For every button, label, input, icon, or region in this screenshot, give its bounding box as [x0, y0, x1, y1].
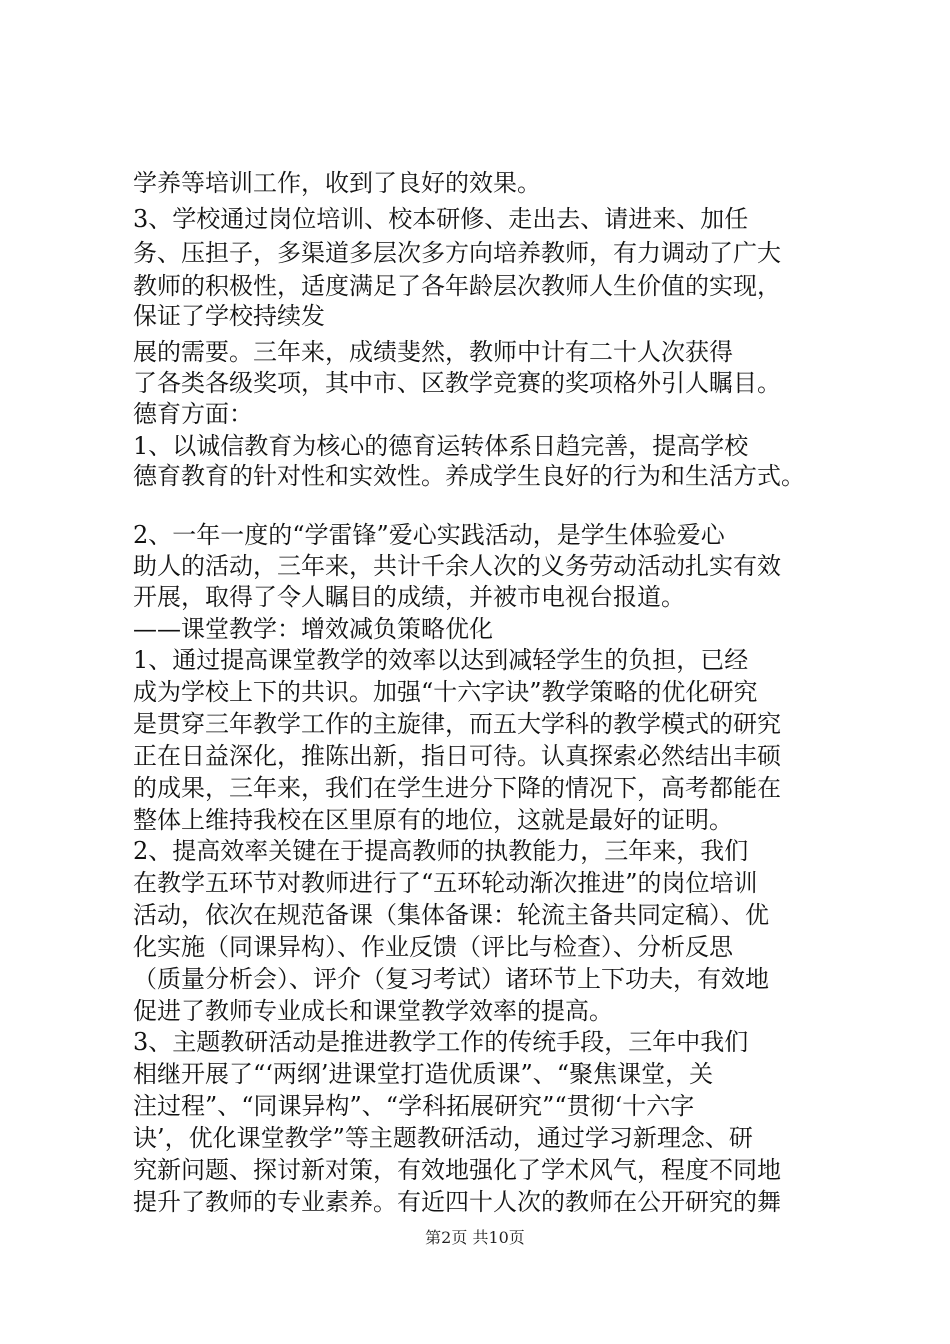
- text-line: 促进了教师专业成长和课堂教学效率的提高。: [133, 997, 613, 1025]
- text-line: 是贯穿三年教学工作的主旋律，而五大学科的教学模式的研究: [133, 710, 781, 738]
- text-line: 了各类各级奖项，其中市、区教学竞赛的奖项格外引人瞩目。: [133, 369, 781, 397]
- text-line: 1、通过提高课堂教学的效率以达到减轻学生的负担，已经: [133, 646, 749, 674]
- text-line: 究新问题、探讨新对策，有效地强化了学术风气，程度不同地: [133, 1156, 781, 1184]
- text-line: 3、学校通过岗位培训、校本研修、走出去、请进来、加任: [133, 205, 749, 233]
- text-line: 保证了学校持续发: [133, 302, 325, 330]
- text-line: 开展，取得了令人瞩目的成绩，并被市电视台报道。: [133, 583, 685, 611]
- text-line: 助人的活动，三年来，共计千余人次的义务劳动活动扎实有效: [133, 552, 781, 580]
- text-line: （质量分析会）、评介（复习考试）诸环节上下功夫，有效地: [133, 965, 769, 993]
- text-line: 德育教育的针对性和实效性。养成学生良好的行为和生活方式。: [133, 462, 805, 490]
- text-line: 学养等培训工作，收到了良好的效果。: [133, 169, 541, 197]
- text-line: 3、主题教研活动是推进教学工作的传统手段，三年中我们: [133, 1028, 749, 1056]
- section-heading: ——课堂教学：增效减负策略优化: [133, 615, 493, 643]
- text-line: 的成果，三年来，我们在学生进分下降的情况下，高考都能在: [133, 774, 781, 802]
- text-line: 展的需要。三年来，成绩斐然，教师中计有二十人次获得: [133, 338, 733, 366]
- page-number: 第2页 共10页: [425, 1228, 525, 1247]
- text-line: 诀’，优化课堂教学”等主题教研活动，通过学习新理念、研: [133, 1124, 753, 1152]
- text-line: 注过程”、“同课异构”、“学科拓展研究”“贯彻‘十六字: [133, 1092, 695, 1120]
- text-line: 教师的积极性，适度满足了各年龄层次教师人生价值的实现，: [133, 272, 781, 300]
- text-line: 在教学五环节对教师进行了“五环轮动渐次推进”的岗位培训: [133, 869, 758, 897]
- section-heading: 德育方面：: [133, 400, 253, 428]
- text-line: 提升了教师的专业素养。有近四十人次的教师在公开研究的舞: [133, 1188, 781, 1216]
- text-line: 化实施（同课异构）、作业反馈（评比与检查）、分析反思: [133, 933, 733, 961]
- text-line: 2、提高效率关键在于提高教师的执教能力，三年来，我们: [133, 837, 749, 865]
- text-line: 活动，依次在规范备课（集体备课：轮流主备共同定稿）、优: [133, 901, 769, 929]
- text-line: 1、以诚信教育为核心的德育运转体系日趋完善，提高学校: [133, 432, 749, 460]
- text-line: 整体上维持我校在区里原有的地位，这就是最好的证明。: [133, 806, 733, 834]
- text-line: 成为学校上下的共识。加强“十六字诀”教学策略的优化研究: [133, 678, 758, 706]
- text-line: 正在日益深化，推陈出新，指日可待。认真探索必然结出丰硕: [133, 742, 781, 770]
- text-line: 务、压担子，多渠道多层次多方向培养教师，有力调动了广大: [133, 239, 781, 267]
- text-line: 相继开展了“‘两纲’进课堂打造优质课”、“聚焦课堂，关: [133, 1060, 714, 1088]
- text-line: 2、一年一度的“学雷锋”爱心实践活动，是学生体验爱心: [133, 521, 725, 549]
